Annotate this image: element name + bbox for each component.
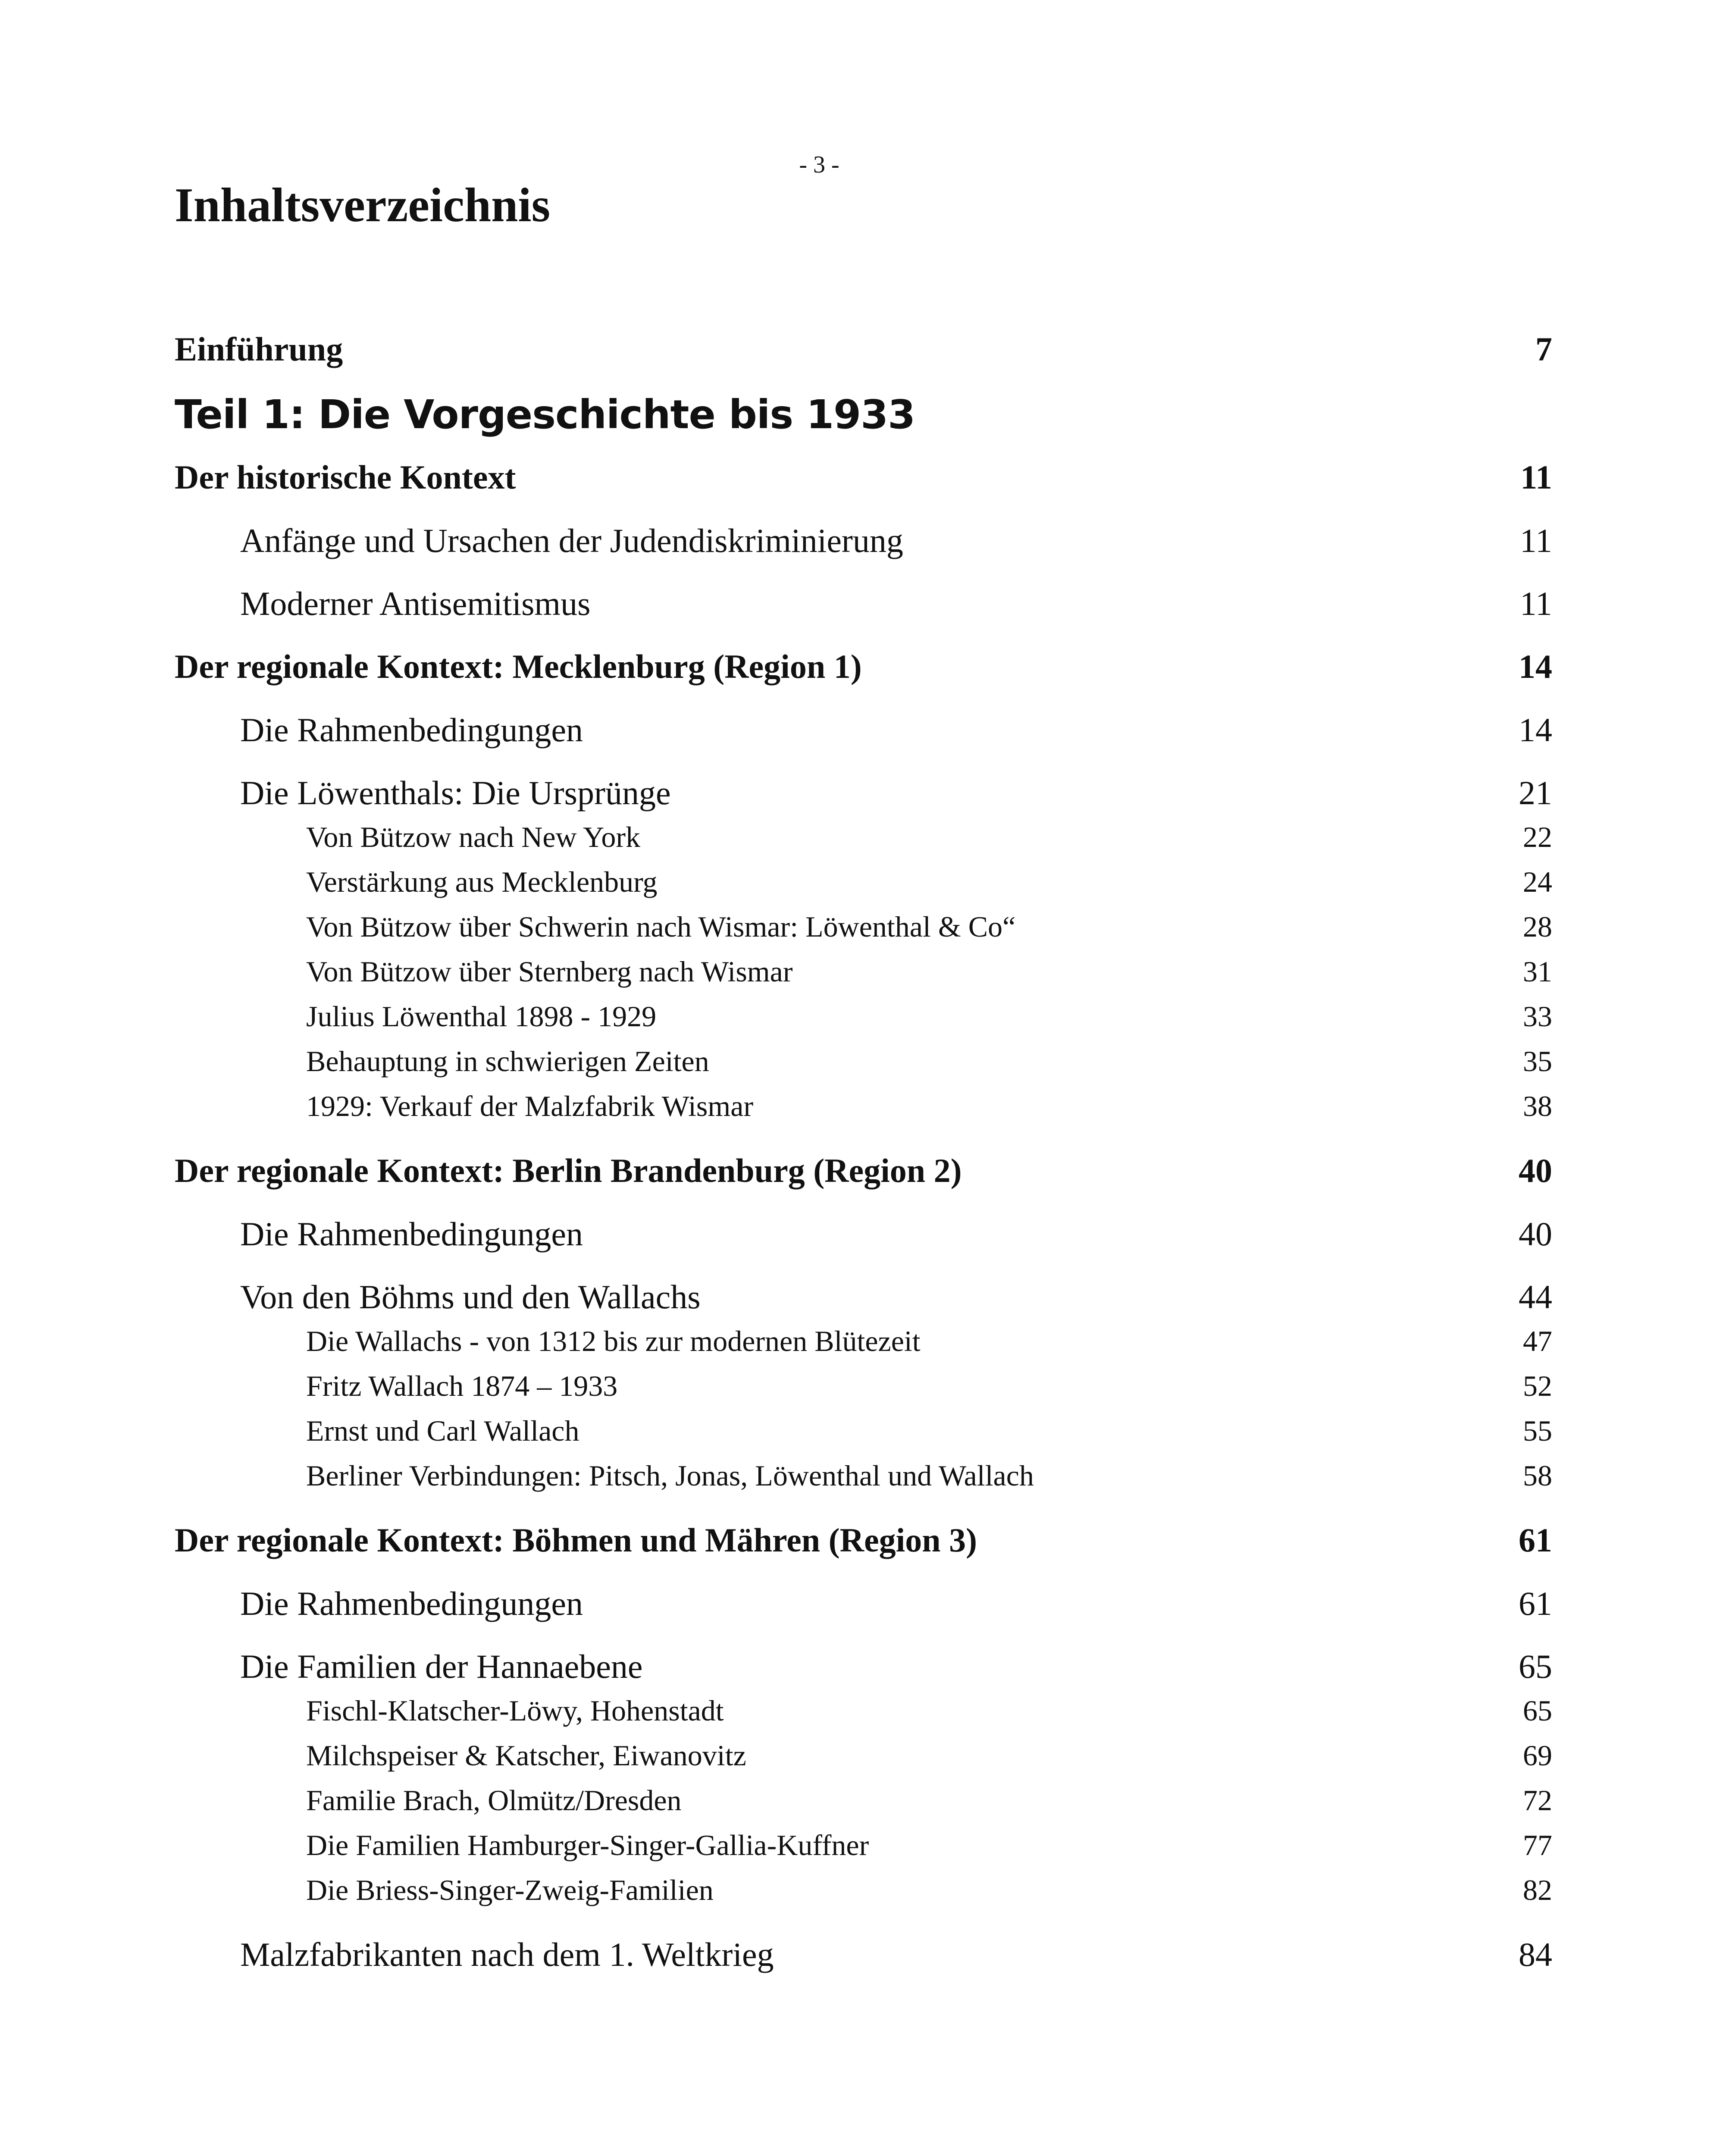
toc-entry-page: 61: [1519, 1521, 1552, 1559]
toc-entry-label: Von den Böhms und den Wallachs: [240, 1278, 701, 1316]
toc-entry-label: Familie Brach, Olmütz/Dresden: [306, 1784, 682, 1817]
toc-entry-page: 14: [1519, 711, 1552, 749]
toc-entry[interactable]: [175, 1643, 1552, 1691]
toc-entry-label: Von Bützow nach New York: [306, 821, 641, 853]
toc-entry-page: 65: [1523, 1694, 1552, 1727]
toc-entry-page: 52: [1523, 1369, 1552, 1402]
toc-entry[interactable]: [175, 326, 1552, 389]
toc-entry-label: Moderner Antisemitismus: [240, 585, 591, 622]
toc-entry-page: 65: [1519, 1648, 1552, 1685]
toc-entry-label: Die Rahmenbedingungen: [240, 1215, 583, 1253]
toc-entry-label: Anfänge und Ursachen der Judendiskriminierung: [240, 522, 903, 559]
toc-entry[interactable]: [175, 1781, 1552, 1826]
toc-entry-label: Teil 1: Die Vorgeschichte bis 1933: [175, 392, 915, 438]
toc-entry-label: Milchspeiser & Katscher, Eiwanovitz: [306, 1739, 746, 1772]
toc-entry-label: Julius Löwenthal 1898 - 1929: [306, 1000, 657, 1033]
toc-entry[interactable]: [175, 1366, 1552, 1411]
toc-entry[interactable]: [175, 862, 1552, 907]
toc-entry-page: 31: [1523, 955, 1552, 988]
toc-entry-label: Die Löwenthals: Die Ursprünge: [240, 774, 671, 812]
toc-entry-label: Malzfabrikanten nach dem 1. Weltkrieg: [240, 1936, 774, 1973]
toc-entry-page: 55: [1523, 1414, 1552, 1447]
toc-entry-page: 58: [1523, 1459, 1552, 1492]
toc-entry-label: Ernst und Carl Wallach: [306, 1414, 579, 1447]
toc-entry-page: 47: [1523, 1325, 1552, 1357]
toc-entry[interactable]: [175, 643, 1552, 706]
toc-entry-page: 82: [1523, 1874, 1552, 1906]
toc-entry-label: Die Familien der Hannaebene: [240, 1648, 643, 1685]
toc-part-heading[interactable]: [175, 389, 1552, 454]
toc-entry-label: Die Rahmenbedingungen: [240, 711, 583, 749]
toc-entry[interactable]: [175, 1931, 1552, 1994]
toc-entry-page: 40: [1519, 1215, 1552, 1253]
toc-entry-page: 11: [1519, 585, 1552, 622]
toc-entry-page: 38: [1523, 1090, 1552, 1122]
toc-entry-label: Der historische Kontext: [175, 458, 516, 496]
toc-entry-label: Der regionale Kontext: Berlin Brandenburg (Region 2): [175, 1152, 962, 1189]
toc-entry[interactable]: [175, 1456, 1552, 1517]
toc-entry-page: 61: [1519, 1585, 1552, 1622]
toc-entry-label: Behauptung in schwierigen Zeiten: [306, 1045, 709, 1078]
toc-entry-label: Die Familien Hamburger-Singer-Gallia-Kuffner: [306, 1829, 869, 1861]
toc-entry[interactable]: [175, 1273, 1552, 1322]
toc-entry[interactable]: [175, 907, 1552, 952]
toc-entry-page: 11: [1519, 522, 1552, 559]
toc-entry[interactable]: [175, 1580, 1552, 1643]
toc-entry-page: 44: [1519, 1278, 1552, 1316]
table-of-contents: [175, 326, 1552, 1994]
toc-entry-label: Der regionale Kontext: Mecklenburg (Region 1): [175, 648, 862, 685]
toc-entry-page: 28: [1523, 910, 1552, 943]
toc-entry[interactable]: [175, 454, 1552, 517]
toc-entry-page: 35: [1523, 1045, 1552, 1078]
toc-entry-page: 40: [1519, 1152, 1552, 1189]
toc-entry-label: 1929: Verkauf der Malzfabrik Wismar: [306, 1090, 754, 1122]
toc-entry[interactable]: [175, 517, 1552, 580]
toc-entry[interactable]: [175, 1736, 1552, 1781]
toc-entry[interactable]: [175, 1042, 1552, 1087]
toc-entry-page: 72: [1523, 1784, 1552, 1817]
toc-entry[interactable]: [175, 997, 1552, 1042]
toc-entry-label: Verstärkung aus Mecklenburg: [306, 865, 658, 898]
page-title: Inhaltsverzeichnis: [175, 179, 551, 232]
toc-entry[interactable]: [175, 769, 1552, 818]
toc-entry-label: Die Rahmenbedingungen: [240, 1585, 583, 1622]
toc-entry-page: 84: [1519, 1936, 1552, 1973]
toc-entry[interactable]: [175, 1087, 1552, 1147]
toc-entry[interactable]: [175, 1147, 1552, 1210]
toc-entry-label: Berliner Verbindungen: Pitsch, Jonas, Löwenthal und Wallach: [306, 1459, 1034, 1492]
toc-entry[interactable]: [175, 1871, 1552, 1931]
toc-entry-page: 21: [1519, 774, 1552, 812]
toc-entry[interactable]: [175, 1826, 1552, 1871]
toc-entry[interactable]: [175, 818, 1552, 862]
toc-entry-label: Von Bützow über Schwerin nach Wismar: Löwenthal & Co“: [306, 910, 1016, 943]
toc-entry-label: Fritz Wallach 1874 – 1933: [306, 1369, 618, 1402]
toc-entry-page: 24: [1523, 865, 1552, 898]
toc-entry-page: 14: [1519, 648, 1552, 685]
toc-entry-label: Die Briess-Singer-Zweig-Familien: [306, 1874, 714, 1906]
toc-entry-page: 69: [1523, 1739, 1552, 1772]
toc-entry[interactable]: [175, 1691, 1552, 1736]
toc-entry[interactable]: [175, 1322, 1552, 1366]
toc-entry-label: Von Bützow über Sternberg nach Wismar: [306, 955, 793, 988]
toc-entry-page: 22: [1523, 821, 1552, 853]
toc-entry-page: 7: [1535, 330, 1552, 368]
toc-entry-page: 77: [1523, 1829, 1552, 1861]
toc-entry[interactable]: [175, 706, 1552, 769]
toc-entry[interactable]: [175, 580, 1552, 643]
page-number: - 3 -: [799, 151, 839, 178]
toc-entry[interactable]: [175, 1517, 1552, 1580]
toc-entry-page: 33: [1523, 1000, 1552, 1033]
toc-entry-label: Fischl-Klatscher-Löwy, Hohenstadt: [306, 1694, 724, 1727]
toc-entry-label: Einführung: [175, 330, 343, 368]
toc-entry-page: 11: [1520, 458, 1552, 496]
toc-entry[interactable]: [175, 1210, 1552, 1273]
toc-entry-label: Die Wallachs - von 1312 bis zur modernen Blütezeit: [306, 1325, 921, 1357]
toc-entry-label: Der regionale Kontext: Böhmen und Mähren (Region 3): [175, 1521, 977, 1559]
toc-entry[interactable]: [175, 952, 1552, 997]
toc-entry[interactable]: [175, 1411, 1552, 1456]
